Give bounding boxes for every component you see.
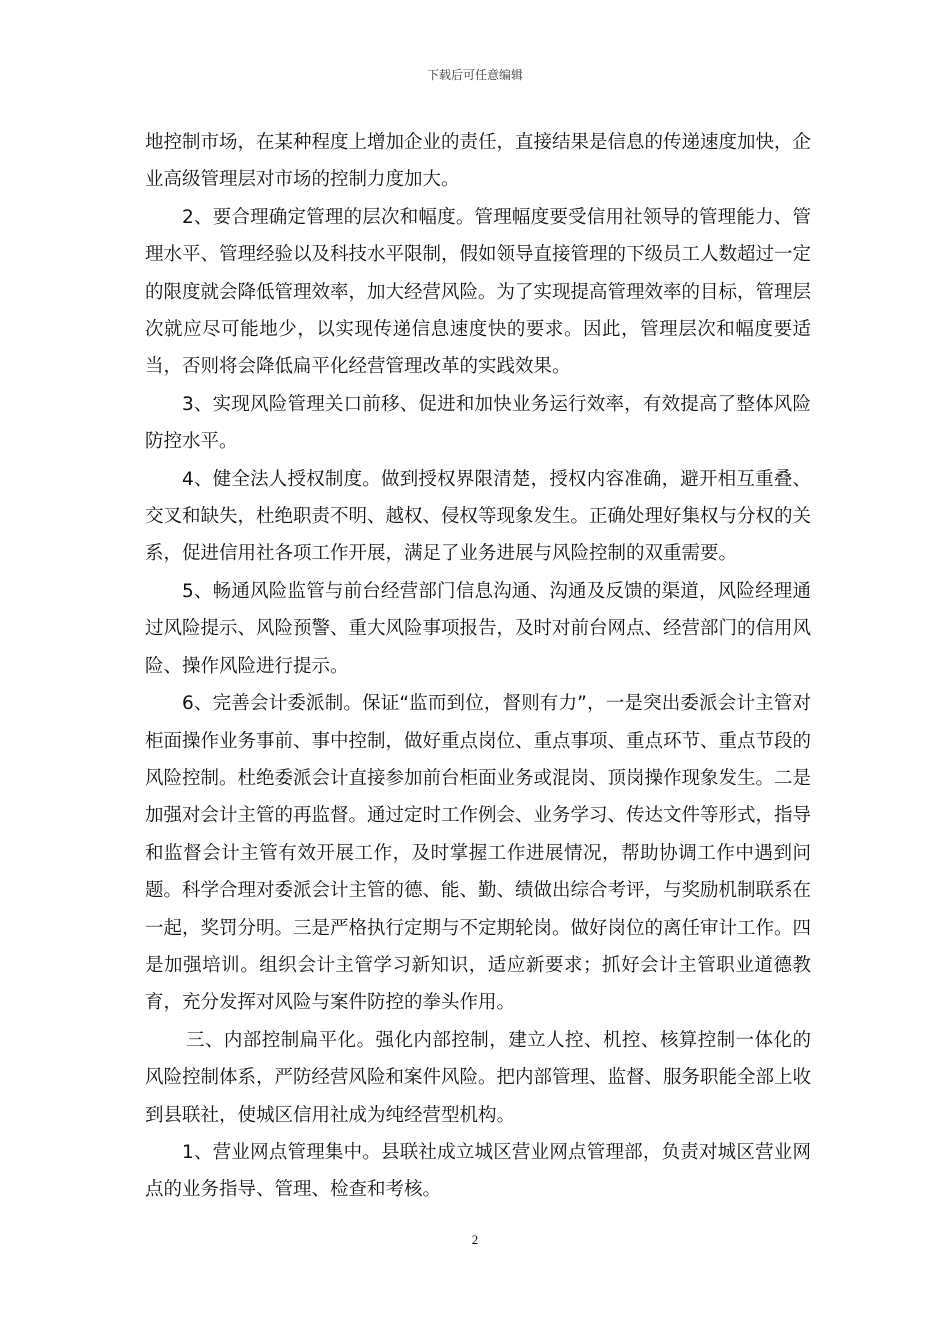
paragraph-item-3: 3、实现风险管理关口前移、促进和加快业务运行效率，有效提高了整体风险防控水平。 [145, 393, 811, 453]
paragraph-item-2: 2、要合理确定管理的层次和幅度。管理幅度要受信用社领导的管理能力、管理水平、管理经验以及科技水平限制，假如领导直接管理的下级员工人数超过一定的限度就会降低管理效率，加大经营风险。为了实现提高管理效率的目标，管理层次就应尽可能地少，以实现传递信息速度快的要求。因此，管理层次和幅度要适当，否则将会降低扁平化经营管理改革的实践效果。 [145, 206, 812, 378]
page-number: 2 [471, 1232, 479, 1247]
section-heading-paragraph: 三、内部控制扁平化。强化内部控制，建立人控、机控、核算控制一体化的风险控制体系，严防经营风险和案件风险。把内部管理、监督、服务职能全部上收到县联社，使城区信用社成为纯经营型机构。 [145, 1029, 812, 1126]
paragraph-item-6: 6、完善会计委派制。保证“监而到位，督则有力”，一是突出委派会计主管对柜面操作业务事前、事中控制，做好重点岗位、重点事项、重点环节、重点节段的风险控制。杜绝委派会计直接参加前台柜面业务或混岗、顶岗操作现象发生。二是加强对会计主管的再监督。通过定时工作例会、业务学习、传达文件等形式，指导和监督会计主管有效开展工作，及时掌握工作进展情况，帮助协调工作中遇到问题。科学合理对委派会计主管的德、能、勤、绩做出综合考评，与奖励机制联系在一起，奖罚分明。三是严格执行定期与不定期轮岗。做好岗位的离任审计工作。四是加强培训。组织会计主管学习新知识，适应新要求；抓好会计主管职业道德教育，充分发挥对风险与案件防控的拳头作用。 [145, 693, 812, 1014]
paragraph-continuation: 地控制市场，在某种程度上增加企业的责任，直接结果是信息的传递速度加快，企业高级管理层对市场的控制力度加大。 [145, 132, 812, 191]
paragraph-item-5: 5、畅通风险监管与前台经营部门信息沟通、沟通及反馈的渠道，风险经理通过风险提示、风险预警、重大风险事项报告，及时对前台网点、经营部门的信用风险、操作风险进行提示。 [145, 580, 812, 677]
paragraph-section-item-1: 1、营业网点管理集中。县联社成立城区营业网点管理部，负责对城区营业网点的业务指导、管理、检查和考核。 [145, 1141, 811, 1201]
paragraph-item-4: 4、健全法人授权制度。做到授权界限清楚，授权内容准确，避开相互重叠、交叉和缺失，杜绝职责不明、越权、侵权等现象发生。正确处理好集权与分权的关系，促进信用社各项工作开展，满足了业务进展与风险控制的双重需要。 [145, 468, 812, 565]
document-body [145, 124, 811, 1209]
page-header: 下载后可任意编辑 [426, 68, 523, 82]
